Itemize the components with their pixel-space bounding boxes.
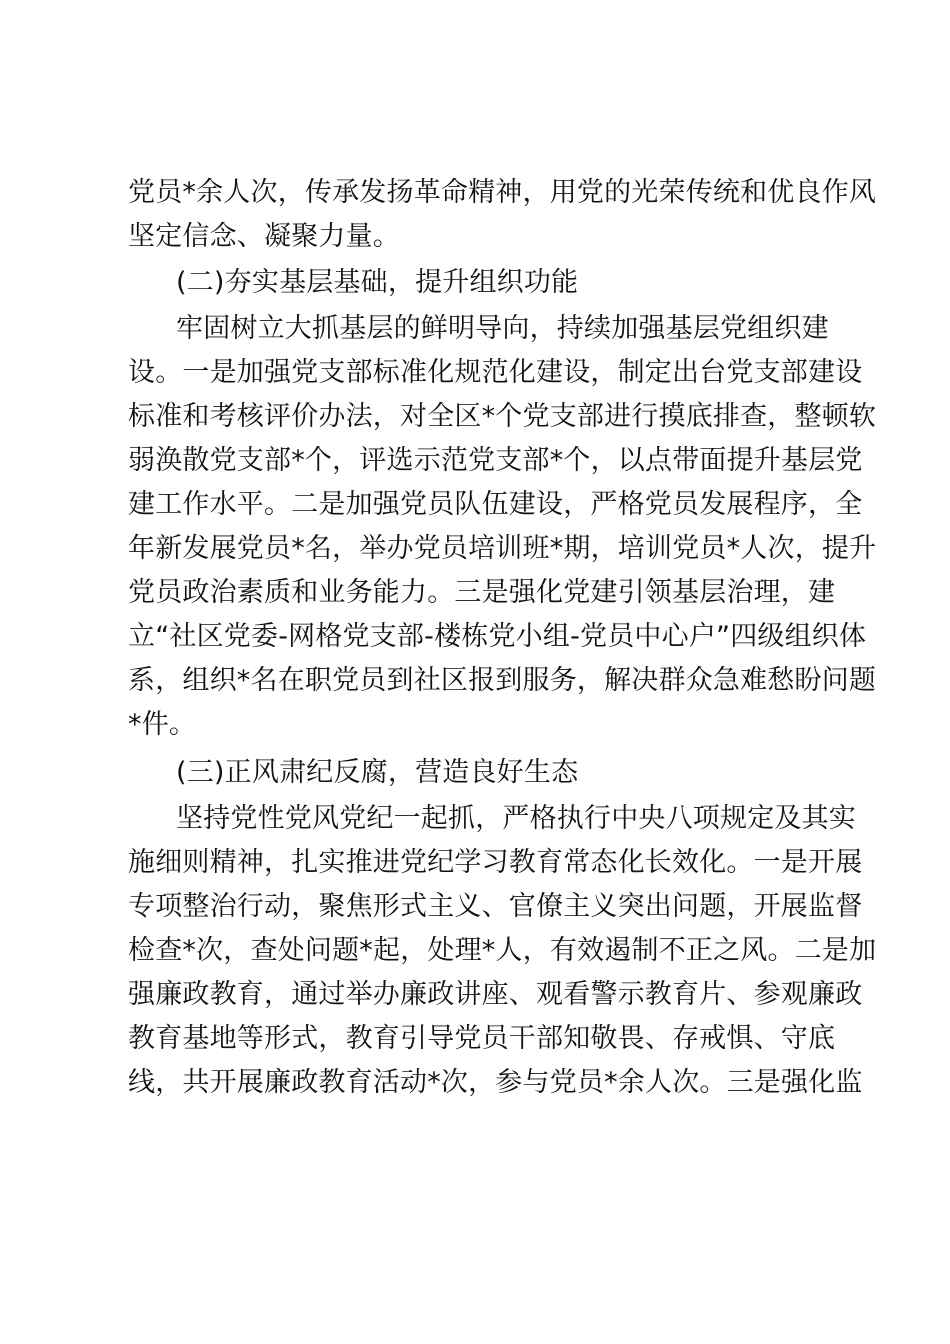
paragraph-first-line: 牢固树立大抓基层的鲜明导向，持续加强基层党组织建 xyxy=(176,313,829,344)
body-text-line: 党员政治素质和业务能力。三是强化党建引领基层治理，建 xyxy=(128,577,836,608)
section-heading: (二)夯实基层基础，提升组织功能 xyxy=(176,267,579,298)
body-text-line: 标准和考核评价办法，对全区*个党支部进行摸底排查，整顿软 xyxy=(128,401,877,432)
body-text-line: 专项整治行动，聚焦形式主义、官僚主义突出问题，开展监督 xyxy=(128,891,863,922)
body-text-line: 系，组织*名在职党员到社区报到服务，解决群众急难愁盼问题 xyxy=(128,665,877,696)
body-text-line: 设。一是加强党支部标准化规范化建设，制定出台党支部建设 xyxy=(128,357,863,388)
body-text-line: 立“社区党委-网格党支部-楼栋党小组-党员中心户”四级组织体 xyxy=(128,621,867,652)
body-text-line: 线，共开展廉政教育活动*次，参与党员*余人次。三是强化监 xyxy=(128,1067,863,1098)
section-heading: (三)正风肃纪反腐，营造良好生态 xyxy=(176,757,579,788)
body-text-line: 强廉政教育，通过举办廉政讲座、观看警示教育片、参观廉政 xyxy=(128,979,863,1010)
body-text-line: 年新发展党员*名，举办党员培训班*期，培训党员*人次，提升 xyxy=(128,533,877,564)
paragraph-first-line: 坚持党性党风党纪一起抓，严格执行中央八项规定及其实 xyxy=(176,803,856,834)
body-text-line: 党员*余人次，传承发扬革命精神，用党的光荣传统和优良作风 xyxy=(128,177,877,208)
body-text-line: 建工作水平。二是加强党员队伍建设，严格党员发展程序，全 xyxy=(128,489,863,520)
body-text-line: 弱涣散党支部*个，评选示范党支部*个，以点带面提升基层党 xyxy=(128,445,863,476)
body-text-line: 施细则精神，扎实推进党纪学习教育常态化长效化。一是开展 xyxy=(128,847,863,878)
body-text-line: 坚定信念、凝聚力量。 xyxy=(128,221,400,252)
body-text-line: *件。 xyxy=(128,709,197,740)
body-text-line: 检查*次，查处问题*起，处理*人，有效遏制不正之风。二是加 xyxy=(128,935,877,966)
body-text-line: 教育基地等形式，教育引导党员干部知敬畏、存戒惧、守底 xyxy=(128,1023,836,1054)
